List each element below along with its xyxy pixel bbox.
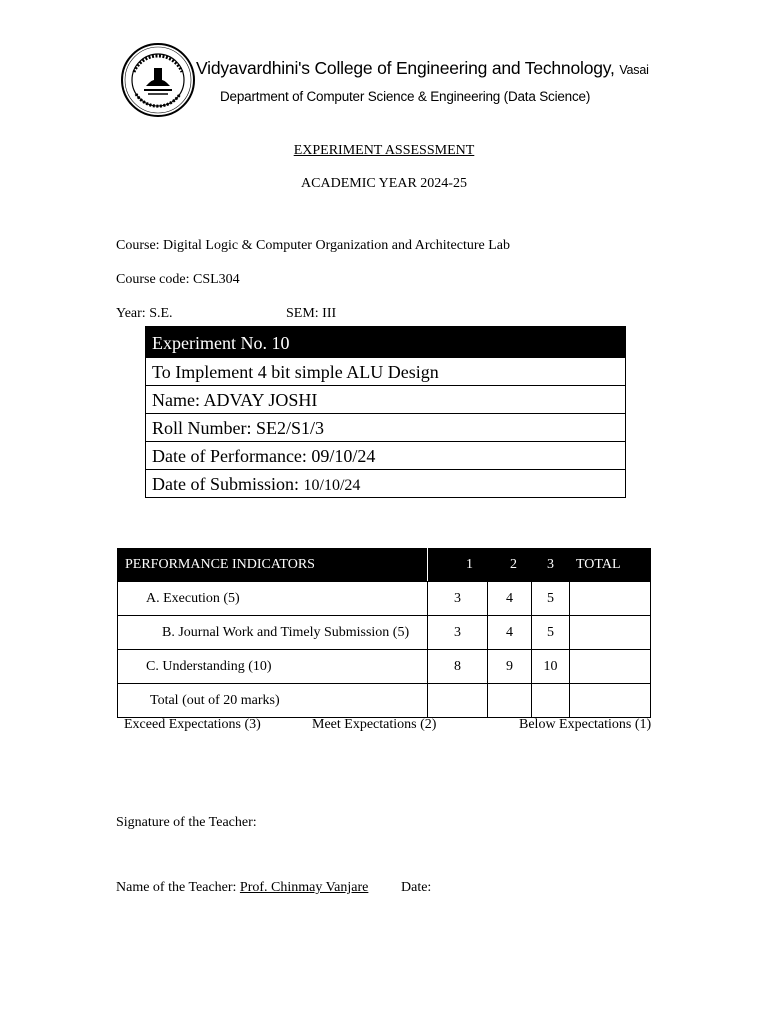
indicator-label: A. Execution (5) [118, 582, 428, 616]
teacher-label: Name of the Teacher: [116, 880, 240, 895]
college-name: Vidyavardhini's College of Engineering and Technology, Vasai [196, 58, 649, 78]
teacher-name-line [116, 880, 368, 896]
date-label: Date: [401, 880, 432, 895]
teacher-name: Prof. Chinmay Vanjare [239, 880, 369, 895]
indicator-label: Total (out of 20 marks) [118, 684, 428, 718]
page-title: EXPERIMENT ASSESSMENT [293, 143, 475, 158]
indicator-label: C. Understanding (10) [118, 650, 428, 684]
score-cell: 5 [532, 582, 570, 616]
score-cell: 10 [532, 650, 570, 684]
total-cell [570, 582, 651, 616]
year: Year: S.E. [116, 306, 173, 321]
score-cell: 5 [532, 616, 570, 650]
date-of-performance: Date of Performance: 09/10/24 [146, 441, 625, 469]
department-name: Department of Computer Science & Engineering (Data Science) [220, 89, 591, 104]
score-cell: 9 [488, 650, 532, 684]
total-cell [570, 616, 651, 650]
college-city: Vasai [619, 63, 649, 77]
experiment-details-box [145, 326, 626, 498]
academic-year: ACADEMIC YEAR 2024-25 [301, 176, 467, 191]
score-cell [532, 684, 570, 718]
table-row [118, 650, 651, 684]
score-cell: 4 [488, 616, 532, 650]
semester: SEM: III [286, 306, 337, 321]
roll-number: Roll Number: SE2/S1/3 [146, 413, 625, 441]
indicator-label: B. Journal Work and Timely Submission (5) [118, 616, 428, 650]
legend-meet: Meet Expectations (2) [312, 717, 437, 732]
score-cell [488, 684, 532, 718]
header-total: TOTAL [570, 549, 651, 582]
header-col-3: 3 [532, 549, 570, 582]
legend-exceed: Exceed Expectations (3) [124, 717, 261, 732]
score-cell: 4 [488, 582, 532, 616]
course-code: Course code: CSL304 [116, 272, 240, 287]
score-cell: 3 [428, 582, 488, 616]
header-indicators: PERFORMANCE INDICATORS [118, 549, 428, 582]
experiment-number: Experiment No. 10 [146, 327, 625, 357]
student-name: Name: ADVAY JOSHI [146, 385, 625, 413]
date-of-submission: Date of Submission: 10/10/24 [146, 469, 625, 497]
table-row [118, 616, 651, 650]
score-cell: 8 [428, 650, 488, 684]
legend-below: Below Expectations (1) [519, 717, 652, 732]
table-row [118, 582, 651, 616]
performance-table [117, 548, 651, 718]
table-row [118, 684, 651, 718]
total-cell [570, 684, 651, 718]
teacher-signature-label: Signature of the Teacher: [116, 815, 257, 830]
college-logo [120, 42, 196, 118]
table-header-row [118, 549, 651, 582]
header-col-2: 2 [488, 549, 532, 582]
score-cell [428, 684, 488, 718]
score-cell: 3 [428, 616, 488, 650]
header-col-1: 1 [428, 549, 488, 582]
experiment-aim: To Implement 4 bit simple ALU Design [146, 357, 625, 385]
total-cell [570, 650, 651, 684]
course-name: Course: Digital Logic & Computer Organization and Architecture Lab [116, 238, 510, 253]
